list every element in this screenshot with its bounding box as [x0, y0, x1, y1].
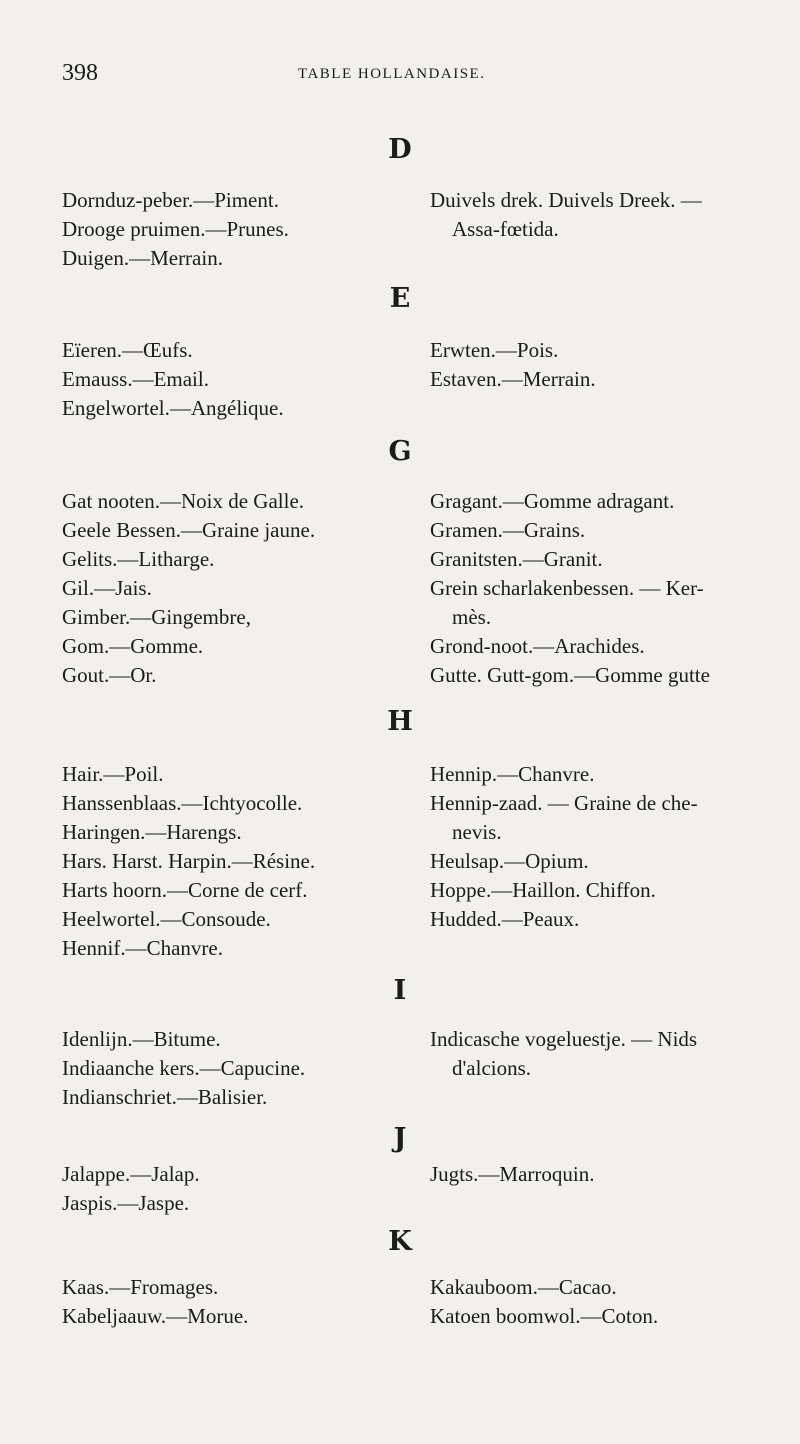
- running-title: TABLE HOLLANDAISE.: [298, 66, 486, 82]
- section-letter-h: H: [387, 706, 413, 737]
- index-entry: Gragant.—Gomme adragant.: [430, 489, 675, 513]
- section-d-left-column: [62, 186, 412, 273]
- section-j-right-column: [430, 1160, 770, 1189]
- section-j-left-column: [62, 1160, 412, 1218]
- section-d-right-column: [430, 186, 770, 244]
- section-i-left-column: [62, 1025, 412, 1112]
- index-entry: Duivels drek. Duivels Dreek. —: [430, 188, 702, 212]
- index-entry: Grein scharlakenbessen. — Ker-: [430, 576, 704, 600]
- index-entry: Dornduz-peber.—Piment.: [62, 188, 279, 212]
- index-entry: Gat nooten.—Noix de Galle.: [62, 489, 305, 513]
- section-letter-e: E: [389, 283, 411, 314]
- index-entry: Gutte. Gutt-gom.—Gomme gutte: [430, 663, 710, 687]
- index-entry: Gimber.—Gingembre,: [62, 605, 251, 629]
- section-letter-i: I: [393, 975, 407, 1006]
- section-letter-d: D: [388, 134, 412, 165]
- index-entry: Kaas.—Fromages.: [62, 1275, 219, 1299]
- index-entry: Jugts.—Marroquin.: [430, 1162, 595, 1186]
- index-entry: Jalappe.—Jalap.: [62, 1162, 200, 1186]
- section-i-right-column: [430, 1025, 770, 1083]
- index-entry: Indiaanche kers.—Capucine.: [62, 1056, 306, 1080]
- index-entry-continuation: Assa-fœtida.: [452, 217, 559, 241]
- index-entry: Drooge pruimen.—Prunes.: [62, 217, 289, 241]
- index-entry: Duigen.—Merrain.: [62, 246, 223, 270]
- index-entry: Granitsten.—Granit.: [430, 547, 603, 571]
- index-entry: Eïeren.—Œufs.: [62, 338, 193, 362]
- index-entry: Kakauboom.—Cacao.: [430, 1275, 617, 1299]
- section-letter-k: K: [388, 1226, 412, 1257]
- index-entry: Emauss.—Email.: [62, 367, 209, 391]
- section-e-right-column: [430, 336, 770, 394]
- index-entry: Heelwortel.—Consoude.: [62, 907, 271, 931]
- index-entry: Geele Bessen.—Graine jaune.: [62, 518, 316, 542]
- index-entry-continuation: d'alcions.: [452, 1056, 532, 1080]
- index-entry: Indicasche vogeluestje. — Nids: [430, 1027, 698, 1051]
- section-h-left-column: [62, 760, 412, 963]
- index-entry: Harts hoorn.—Corne de cerf.: [62, 878, 308, 902]
- index-entry: Gout.—Or.: [62, 663, 157, 687]
- section-g-right-column: [430, 487, 770, 690]
- section-letter-j: J: [393, 1123, 407, 1154]
- index-entry: Hennip.—Chanvre.: [430, 762, 595, 786]
- index-entry: Haringen.—Harengs.: [62, 820, 242, 844]
- index-entry: Hudded.—Peaux.: [430, 907, 580, 931]
- section-e-left-column: [62, 336, 412, 423]
- index-entry: Hennip-zaad. — Graine de che-: [430, 791, 698, 815]
- index-entry: Erwten.—Pois.: [430, 338, 559, 362]
- section-g-left-column: [62, 487, 412, 690]
- index-entry: Katoen boomwol.—Coton.: [430, 1304, 659, 1328]
- index-entry: Gil.—Jais.: [62, 576, 152, 600]
- index-entry: Gom.—Gomme.: [62, 634, 204, 658]
- index-entry: Engelwortel.—Angélique.: [62, 396, 284, 420]
- section-letter-g: G: [388, 436, 412, 467]
- page-number: 398: [62, 60, 98, 86]
- index-entry: Hennif.—Chanvre.: [62, 936, 223, 960]
- index-entry: Indianschriet.—Balisier.: [62, 1085, 268, 1109]
- index-entry: Hair.—Poil.: [62, 762, 164, 786]
- section-h-right-column: [430, 760, 770, 934]
- index-entry: Hoppe.—Haillon. Chiffon.: [430, 878, 656, 902]
- index-entry: Idenlijn.—Bitume.: [62, 1027, 221, 1051]
- index-entry: Kabeljaauw.—Morue.: [62, 1304, 249, 1328]
- index-entry: Estaven.—Merrain.: [430, 367, 596, 391]
- section-k-left-column: [62, 1273, 412, 1331]
- index-entry: Heulsap.—Opium.: [430, 849, 589, 873]
- index-entry: Hars. Harst. Harpin.—Résine.: [62, 849, 316, 873]
- section-k-right-column: [430, 1273, 770, 1331]
- index-entry: Jaspis.—Jaspe.: [62, 1191, 190, 1215]
- index-entry: Hanssenblaas.—Ichtyocolle.: [62, 791, 303, 815]
- index-entry-continuation: mès.: [452, 605, 492, 629]
- page-header: [62, 60, 762, 90]
- index-entry: Grond-noot.—Arachides.: [430, 634, 645, 658]
- index-entry: Gramen.—Grains.: [430, 518, 586, 542]
- index-entry-continuation: nevis.: [452, 820, 502, 844]
- index-entry: Gelits.—Litharge.: [62, 547, 215, 571]
